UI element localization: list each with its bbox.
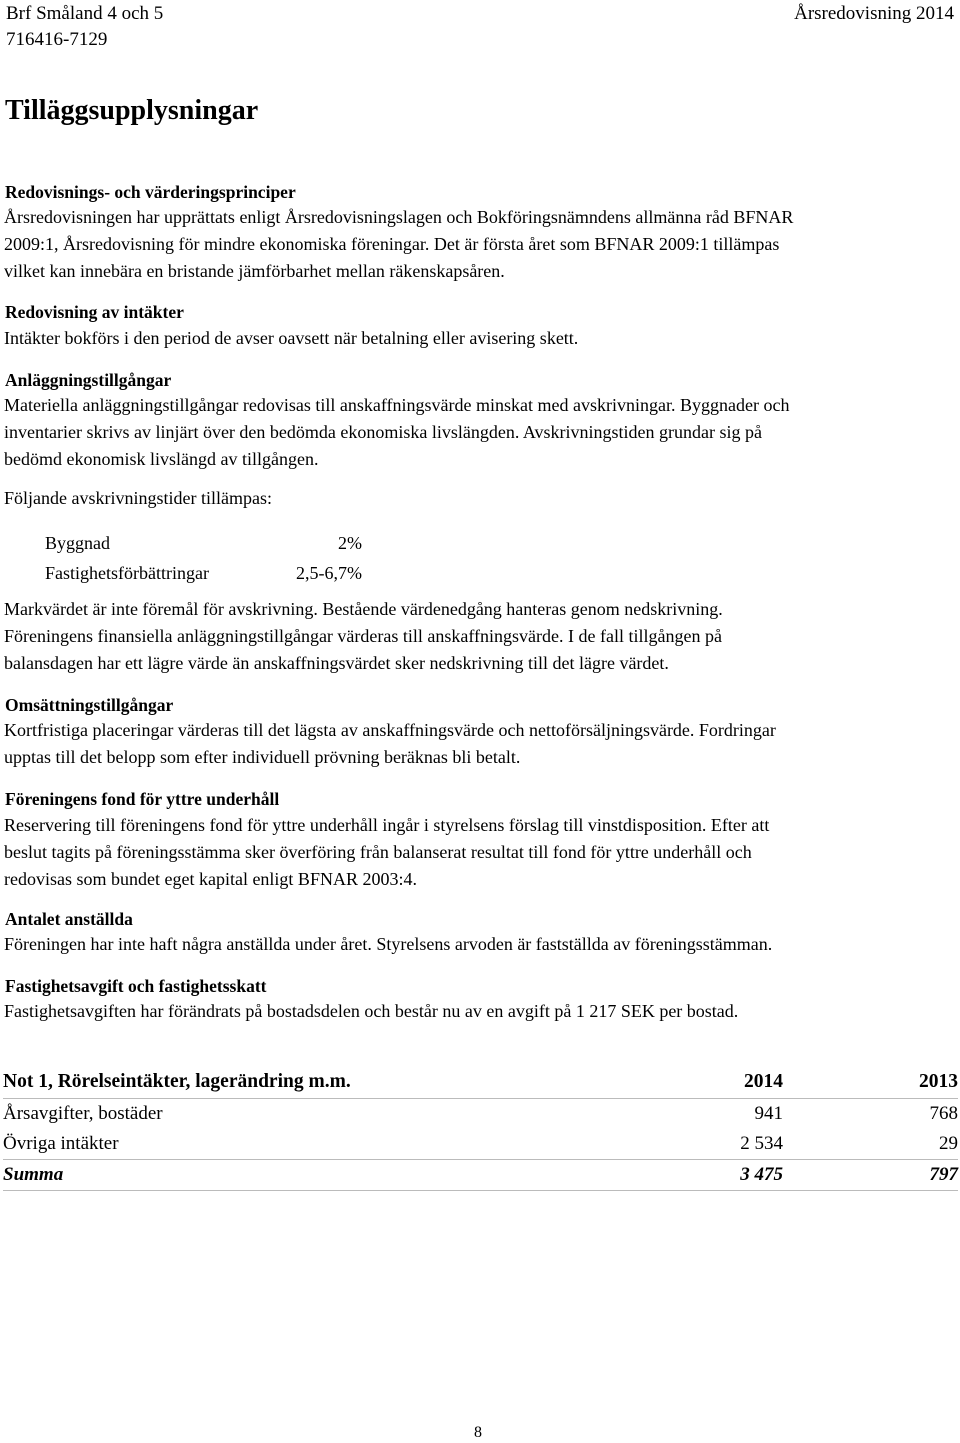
market-value-text: Markvärdet är inte föremål för avskrivning. Bestående värdenedgång hanteras genom nedskrivning. Föreningens finansiella anläggningstillgångar värderas till anskaffningsvärde. I de fall tillgången på balansdagen har ett lägre värde än anskaffningsvärdet sker nedskrivning till det lägre värdet. (4, 599, 723, 673)
staff-heading: Antalet anställda (5, 909, 133, 929)
value-2013: 29 (939, 1133, 958, 1154)
depreciation-label: Fastighetsförbättringar (45, 562, 209, 583)
fixed-assets-text: Materiella anläggningstillgångar redovisas till anskaffningsvärde minskat med avskrivningar. Byggnader och inventarier skrivs av linjärt över den bedömda ekonomiska livslängden. Avskrivningstiden grundar sig på bedömd ekonomisk livslängd av tillgången. (4, 395, 790, 469)
income-heading: Redovisning av intäkter (5, 302, 184, 322)
value-2013: 768 (929, 1103, 958, 1124)
sum-2013: 797 (783, 1160, 958, 1191)
property-tax-text: Fastighetsavgiften har förändrats på bostadsdelen och består nu av en avgift på 1 217 SEK per bostad. (4, 1001, 739, 1021)
column-header-2013: 2013 (783, 1066, 958, 1099)
note-1-table (3, 1066, 958, 1191)
principles-text: Årsredovisningen har upprättats enligt Årsredovisningslagen och Bokföringsnämndens allmänna råd BFNAR 2009:1, Årsredovisning för mindre ekonomiska föreningar. Det är första året som BFNAR 2009:1 tillämpas vilket kan innebära en bristande jämförbarhet mellan räkenskapsåren. (4, 207, 794, 281)
page-number: 8 (474, 1424, 482, 1441)
principles-heading: Redovisnings- och värderingsprinciper (5, 182, 296, 202)
depreciation-value: 2,5-6,7% (296, 562, 362, 583)
row-label: Årsavgifter, bostäder (3, 1103, 163, 1124)
org-name: Brf Småland 4 och 5 (6, 3, 164, 24)
table-row (3, 1099, 958, 1130)
sum-2014: 3 475 (623, 1160, 783, 1191)
sum-label: Summa (3, 1160, 623, 1191)
document-title: Årsredovisning 2014 (794, 3, 954, 24)
maintenance-fund-text: Reservering till föreningens fond för yttre underhåll ingår i styrelsens förslag till vinstdisposition. Efter att beslut tagits på föreningsstämma sker överföring från balanserat resultat till fond för yttre underhåll och redovisas som bundet eget kapital enligt BFNAR 2003:4. (4, 815, 770, 889)
sum-row (3, 1160, 958, 1191)
depreciation-table (45, 528, 362, 588)
staff-text: Föreningen har inte haft några anställda under året. Styrelsens arvoden är fastställda av föreningsstämman. (4, 934, 773, 954)
table-row (3, 1129, 958, 1160)
income-text: Intäkter bokförs i den period de avser oavsett när betalning eller avisering skett. (4, 328, 579, 348)
maintenance-fund-heading: Föreningens fond för yttre underhåll (5, 789, 280, 809)
org-number: 716416-7129 (6, 29, 108, 50)
fixed-assets-heading: Anläggningstillgångar (5, 370, 172, 390)
note-1-title: Not 1, Rörelseintäkter, lagerändring m.m. (3, 1066, 623, 1099)
value-2014: 2 534 (740, 1133, 783, 1154)
current-assets-heading: Omsättningstillgångar (5, 695, 174, 715)
value-2014: 941 (754, 1103, 783, 1124)
depreciation-label: Byggnad (45, 532, 110, 553)
depreciation-row (45, 528, 362, 558)
row-label: Övriga intäkter (3, 1133, 119, 1154)
property-tax-heading: Fastighetsavgift och fastighetsskatt (5, 976, 267, 996)
depreciation-row (45, 558, 362, 588)
depreciation-value: 2% (338, 532, 362, 553)
note-1-header-row (3, 1066, 958, 1099)
column-header-2014: 2014 (623, 1066, 783, 1099)
current-assets-text: Kortfristiga placeringar värderas till det lägsta av anskaffningsvärde och nettoförsäljningsvärde. Fordringar upptas till det belopp som efter individuell prövning beräknas bli betalt. (4, 720, 776, 767)
depreciation-intro: Följande avskrivningstider tillämpas: (4, 488, 272, 508)
page-title: Tilläggsupplysningar (5, 95, 259, 126)
